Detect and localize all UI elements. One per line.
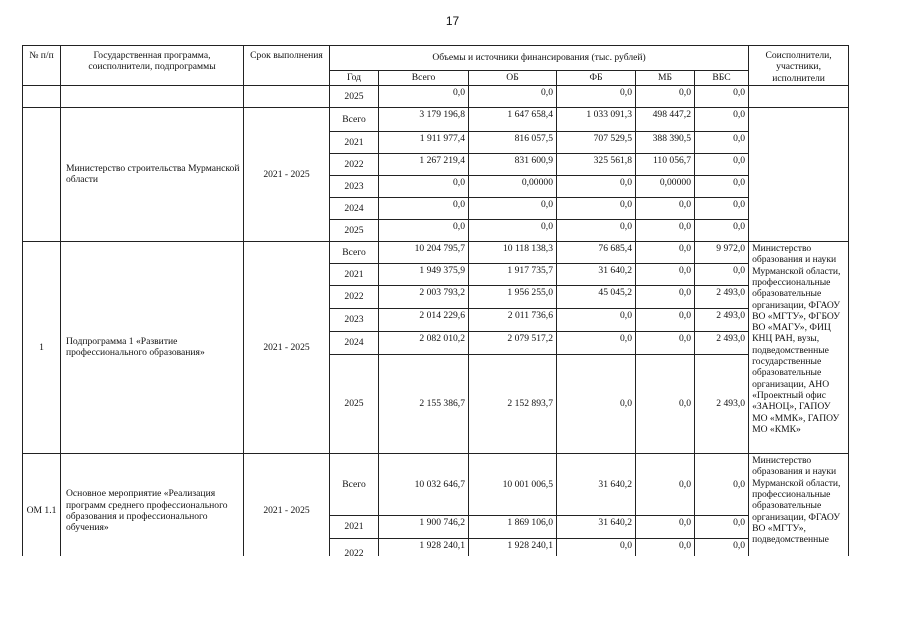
cell-num: 1 xyxy=(23,241,61,453)
cell-mb: 0,0 xyxy=(636,453,695,515)
cell-ob: 831 600,9 xyxy=(469,153,557,175)
cell-vbs: 2 493,0 xyxy=(695,285,749,308)
cell-mb: 0,0 xyxy=(636,354,695,453)
cell-year: 2022 xyxy=(330,285,379,308)
cell-mb: 388 390,5 xyxy=(636,131,695,153)
cell-program: Министерство строительства Мурманской области xyxy=(61,107,244,241)
cell-total: 1 911 977,4 xyxy=(379,131,469,153)
cell-mb: 498 447,2 xyxy=(636,107,695,131)
cell-total: 10 032 646,7 xyxy=(379,453,469,515)
cell-fb: 0,0 xyxy=(557,219,636,241)
cell-ob: 0,0 xyxy=(469,197,557,219)
cell-executors xyxy=(749,107,849,241)
cell-total: 2 014 229,6 xyxy=(379,308,469,331)
header-financing: Объемы и источники финансирования (тыс. рублей) xyxy=(330,46,749,71)
cell-fb: 0,0 xyxy=(557,331,636,354)
cell-ob: 0,0 xyxy=(469,85,557,107)
cell-total: 1 900 746,2 xyxy=(379,515,469,538)
cell-vbs: 2 493,0 xyxy=(695,354,749,453)
cell-num: ОМ 1.1 xyxy=(23,453,61,556)
cell-ob: 10 001 006,5 xyxy=(469,453,557,515)
cell-total: 2 003 793,2 xyxy=(379,285,469,308)
page-number: 17 xyxy=(445,14,460,28)
cell-fb: 325 561,8 xyxy=(557,153,636,175)
cell-fb: 0,0 xyxy=(557,354,636,453)
subheader-ob: ОБ xyxy=(469,70,557,85)
cell-vbs: 0,0 xyxy=(695,219,749,241)
cell-ob: 1 917 735,7 xyxy=(469,263,557,285)
cell-fb: 1 033 091,3 xyxy=(557,107,636,131)
cell-executors: Министерство образования и науки Мурманской области, профессиональные образовательные организации, ФГАОУ ВО «МГТУ», ФГБОУ ВО «МАГУ», ФИЦ КНЦ РАН, вузы, подведомственные государственные образовательные организации, АНО «Проектный офис «ЗАНОЦ», ГАПОУ МО «ММК», ГАПОУ МО «КМК» xyxy=(749,241,849,453)
cell-ob: 2 011 736,6 xyxy=(469,308,557,331)
cell-vbs: 0,0 xyxy=(695,131,749,153)
cell-total: 0,0 xyxy=(379,175,469,197)
subheader-vbs: ВБС xyxy=(695,70,749,85)
cell-fb: 31 640,2 xyxy=(557,263,636,285)
cell-total: 1 928 240,1 xyxy=(379,538,469,556)
cell-total: 0,0 xyxy=(379,197,469,219)
cell-program xyxy=(61,85,244,107)
cell-executors xyxy=(749,85,849,107)
cell-program: Подпрограмма 1 «Развитие профессионального образования» xyxy=(61,241,244,453)
cell-year: 2024 xyxy=(330,197,379,219)
cell-mb: 0,0 xyxy=(636,331,695,354)
cell-mb: 0,0 xyxy=(636,515,695,538)
cell-vbs: 0,0 xyxy=(695,538,749,556)
cell-fb: 0,0 xyxy=(557,197,636,219)
cell-mb: 0,00000 xyxy=(636,175,695,197)
cell-ob: 0,0 xyxy=(469,219,557,241)
cell-vbs: 0,0 xyxy=(695,175,749,197)
cell-ob: 1 647 658,4 xyxy=(469,107,557,131)
cell-vbs: 0,0 xyxy=(695,197,749,219)
cell-mb: 0,0 xyxy=(636,219,695,241)
cell-ob: 10 118 138,3 xyxy=(469,241,557,263)
cell-year: 2025 xyxy=(330,354,379,453)
cell-fb: 0,0 xyxy=(557,175,636,197)
cell-ob: 2 079 517,2 xyxy=(469,331,557,354)
cell-mb: 110 056,7 xyxy=(636,153,695,175)
header-num: № п/п xyxy=(23,46,61,86)
cell-program: Основное мероприятие «Реализация программ среднего профессионального образования и профессионального обучения» xyxy=(61,453,244,556)
cell-vbs: 0,0 xyxy=(695,153,749,175)
cell-term: 2021 - 2025 xyxy=(244,107,330,241)
subheader-total: Всего xyxy=(379,70,469,85)
cell-fb: 45 045,2 xyxy=(557,285,636,308)
cell-fb: 31 640,2 xyxy=(557,453,636,515)
cell-ob: 1 956 255,0 xyxy=(469,285,557,308)
cell-year: 2025 xyxy=(330,219,379,241)
subheader-mb: МБ xyxy=(636,70,695,85)
cell-year: 2021 xyxy=(330,263,379,285)
cell-total: 2 155 386,7 xyxy=(379,354,469,453)
cell-vbs: 2 493,0 xyxy=(695,308,749,331)
cell-vbs: 0,0 xyxy=(695,453,749,515)
cell-mb: 0,0 xyxy=(636,263,695,285)
header-program: Государственная программа, соисполнители, подпрограммы xyxy=(61,46,244,86)
cell-vbs: 0,0 xyxy=(695,515,749,538)
cell-total: 0,0 xyxy=(379,219,469,241)
cell-vbs: 0,0 xyxy=(695,263,749,285)
cell-year: 2021 xyxy=(330,515,379,538)
cell-year: Всего xyxy=(330,453,379,515)
cell-fb: 0,0 xyxy=(557,308,636,331)
cell-ob: 0,00000 xyxy=(469,175,557,197)
cell-total: 10 204 795,7 xyxy=(379,241,469,263)
cell-executors: Министерство образования и науки Мурманской области, профессиональные образовательные организации, ФГАОУ ВО «МГТУ», подведомственные xyxy=(749,453,849,556)
cell-mb: 0,0 xyxy=(636,308,695,331)
header-executors: Соисполнители, участники, исполнители xyxy=(749,46,849,86)
cell-year: Всего xyxy=(330,107,379,131)
cell-year: 2021 xyxy=(330,131,379,153)
cell-ob: 2 152 893,7 xyxy=(469,354,557,453)
cell-year: Всего xyxy=(330,241,379,263)
cell-ob: 1 928 240,1 xyxy=(469,538,557,556)
cell-year: 2025 xyxy=(330,85,379,107)
cell-total: 2 082 010,2 xyxy=(379,331,469,354)
cell-fb: 0,0 xyxy=(557,538,636,556)
cell-num xyxy=(23,107,61,241)
cell-year: 2023 xyxy=(330,175,379,197)
cell-num xyxy=(23,85,61,107)
cell-fb: 76 685,4 xyxy=(557,241,636,263)
cell-ob: 816 057,5 xyxy=(469,131,557,153)
cell-fb: 0,0 xyxy=(557,85,636,107)
table-row xyxy=(23,241,849,263)
financing-table xyxy=(22,45,849,556)
cell-total: 0,0 xyxy=(379,85,469,107)
cell-term xyxy=(244,85,330,107)
cell-total: 1 267 219,4 xyxy=(379,153,469,175)
cell-mb: 0,0 xyxy=(636,241,695,263)
table-row xyxy=(23,85,849,107)
cell-year: 2024 xyxy=(330,331,379,354)
cell-year: 2022 xyxy=(330,153,379,175)
cell-mb: 0,0 xyxy=(636,285,695,308)
table-row xyxy=(23,107,849,131)
cell-fb: 707 529,5 xyxy=(557,131,636,153)
cell-vbs: 0,0 xyxy=(695,107,749,131)
cell-mb: 0,0 xyxy=(636,85,695,107)
cell-vbs: 9 972,0 xyxy=(695,241,749,263)
cell-ob: 1 869 106,0 xyxy=(469,515,557,538)
table-row xyxy=(23,453,849,515)
cell-total: 1 949 375,9 xyxy=(379,263,469,285)
cell-mb: 0,0 xyxy=(636,197,695,219)
cell-vbs: 2 493,0 xyxy=(695,331,749,354)
cell-vbs: 0,0 xyxy=(695,85,749,107)
cell-total: 3 179 196,8 xyxy=(379,107,469,131)
cell-term: 2021 - 2025 xyxy=(244,453,330,556)
header-term: Срок выполнения xyxy=(244,46,330,86)
subheader-fb: ФБ xyxy=(557,70,636,85)
cell-term: 2021 - 2025 xyxy=(244,241,330,453)
cell-fb: 31 640,2 xyxy=(557,515,636,538)
cell-year: 2022 xyxy=(330,538,379,556)
subheader-year: Год xyxy=(330,70,379,85)
cell-year: 2023 xyxy=(330,308,379,331)
cell-mb: 0,0 xyxy=(636,538,695,556)
